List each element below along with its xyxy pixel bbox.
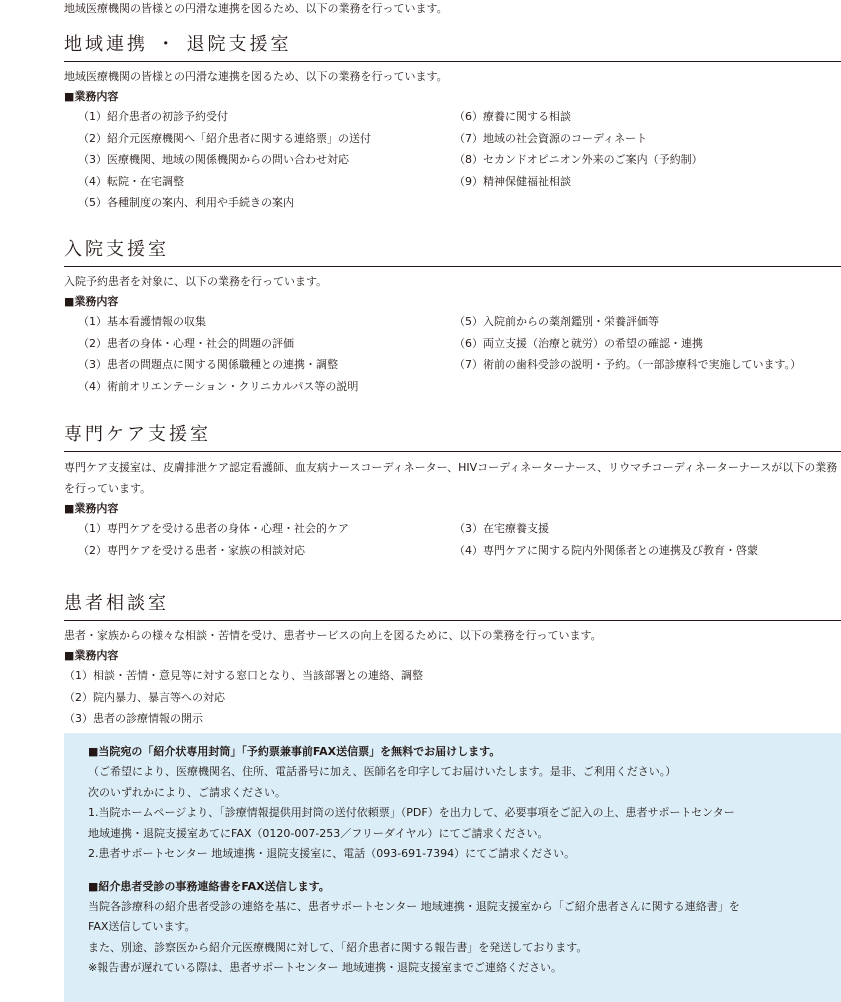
- section-title: 地域連携 ・ 退院支援室: [64, 33, 841, 62]
- tasks-heading: ■業務内容: [64, 649, 119, 663]
- task-list-left: [78, 106, 454, 214]
- info-box: [64, 733, 841, 1002]
- task-item: （4）術前オリエンテーション・クリニカルパス等の説明: [78, 379, 359, 393]
- section-patient-consultation: [64, 592, 841, 730]
- task-columns: [64, 518, 841, 561]
- section-intro: 患者・家族からの様々な相談・苦情を受け、患者サービスの向上を図るために、以下の業務を行っています。: [64, 629, 602, 643]
- task-item: （3）在宅療養支援: [454, 522, 549, 536]
- info-line: 2.患者サポートセンター 地域連携・退院支援室に、電話（093-691-7394）にてご請求ください。: [88, 847, 576, 860]
- task-item: （5）入院前からの薬剤鑑別・栄養評価等: [454, 315, 659, 329]
- info-line: 当院各診療科の紹介患者受診の連絡を基に、患者サポートセンター 地域連携・退院支援室から「ご紹介患者さんに関する連絡書」を: [88, 899, 740, 913]
- spacer: [88, 865, 841, 877]
- task-item: （6）療養に関する相談: [454, 110, 571, 124]
- task-item: （2）院内暴力、暴言等への対応: [64, 690, 225, 704]
- info-line: 1.当院ホームページより、「診療情報提供用封筒の送付依頼票」（PDF）を出力して、必要事項をご記入の上、患者サポートセンター: [88, 806, 735, 819]
- info-line: また、別途、診察医から紹介元医療機関に対して、「紹介患者に関する報告書」を発送しております。: [88, 940, 588, 954]
- task-item: （1）基本看護情報の収集: [78, 315, 206, 329]
- task-list-right: [454, 311, 801, 397]
- task-item: （2）患者の身体・心理・社会的問題の評価: [78, 336, 294, 350]
- section-title: 入院支援室: [64, 238, 841, 267]
- tasks-heading: ■業務内容: [64, 295, 119, 309]
- task-item: （1）相談・苦情・意見等に対する窓口となり、当該部署との連絡、調整: [64, 669, 423, 683]
- task-item: （5）各種制度の案内、利用や手続きの案内: [78, 196, 294, 210]
- section-admission-support: [64, 238, 841, 397]
- task-columns: [64, 106, 841, 214]
- info-line: 次のいずれかにより、ご請求ください。: [88, 785, 286, 799]
- task-item: （2）専門ケアを受ける患者・家族の相談対応: [78, 543, 305, 557]
- envelope-notice-title: ■当院宛の「紹介状専用封筒」「予約票兼事前FAX送信票」を無料でお届けします。: [88, 745, 501, 758]
- info-line: 地域連携・退院支援室あてにFAX（0120-007-253／フリーダイヤル）にてご請求ください。: [88, 826, 549, 840]
- task-item: （3）患者の問題点に関する関係職種との連携・調整: [78, 358, 338, 372]
- task-item: （7）術前の歯科受診の説明・予約。（一部診療科で実施しています。）: [454, 358, 802, 372]
- section-title: 患者相談室: [64, 592, 841, 621]
- task-item: （1）紹介患者の初診予約受付: [78, 110, 228, 124]
- section-regional-liaison: [64, 33, 841, 214]
- section-intro: 入院予約患者を対象に、以下の業務を行っています。: [64, 275, 328, 289]
- task-item: （6）両立支援（治療と就労）の希望の確認・連携: [454, 336, 703, 350]
- task-item: （3）患者の診療情報の開示: [64, 712, 203, 726]
- section-intro: 地域医療機関の皆様との円滑な連携を図るため、以下の業務を行っています。: [64, 70, 448, 84]
- task-item: （7）地域の社会資源のコーディネート: [454, 131, 648, 145]
- info-line: FAX送信しています。: [88, 920, 196, 933]
- task-list-right: [454, 106, 703, 214]
- top-intro-text: 地域医療機関の皆様との円滑な連携を図るため、以下の業務を行っています。: [64, 2, 448, 15]
- task-item: （4）転院・在宅調整: [78, 174, 184, 188]
- task-item: （2）紹介元医療機関へ「紹介患者に関する連絡票」の送付: [78, 131, 371, 145]
- section-specialized-care: [64, 423, 841, 561]
- fax-notice-title: ■紹介患者受診の事務連絡書をFAX送信します。: [88, 879, 330, 893]
- task-item: （1）専門ケアを受ける患者の身体・心理・社会的ケア: [78, 522, 349, 536]
- section-intro: 専門ケア支援室は、皮膚排泄ケア認定看護師、血友病ナースコーディネーター、HIVコーディネーターナース、リウマチコーディネーターナースが以下の業務を行っています。: [64, 461, 838, 496]
- task-list-right: [454, 518, 758, 561]
- info-line: （ご希望により、医療機関名、住所、電話番号に加え、医師名を印字してお届けいたします。是非、ご利用ください。）: [88, 765, 677, 778]
- task-list: [64, 665, 841, 730]
- task-list-left: [78, 311, 454, 397]
- task-item: （9）精神保健福祉相談: [454, 174, 571, 188]
- task-item: （8）セカンドオピニオン外来のご案内（予約制）: [454, 153, 703, 167]
- info-line: ※報告書が遅れている際は、患者サポートセンター 地域連携・退院支援室までご連絡ください。: [88, 961, 562, 974]
- task-columns: [64, 311, 841, 397]
- task-item: （3）医療機関、地域の関係機関からの問い合わせ対応: [78, 153, 349, 167]
- task-item: （4）専門ケアに関する院内外関係者との連携及び教育・啓蒙: [454, 543, 758, 557]
- task-list-left: [78, 518, 454, 561]
- tasks-heading: ■業務内容: [64, 90, 119, 104]
- tasks-heading: ■業務内容: [64, 502, 119, 516]
- section-title: 専門ケア支援室: [64, 423, 841, 452]
